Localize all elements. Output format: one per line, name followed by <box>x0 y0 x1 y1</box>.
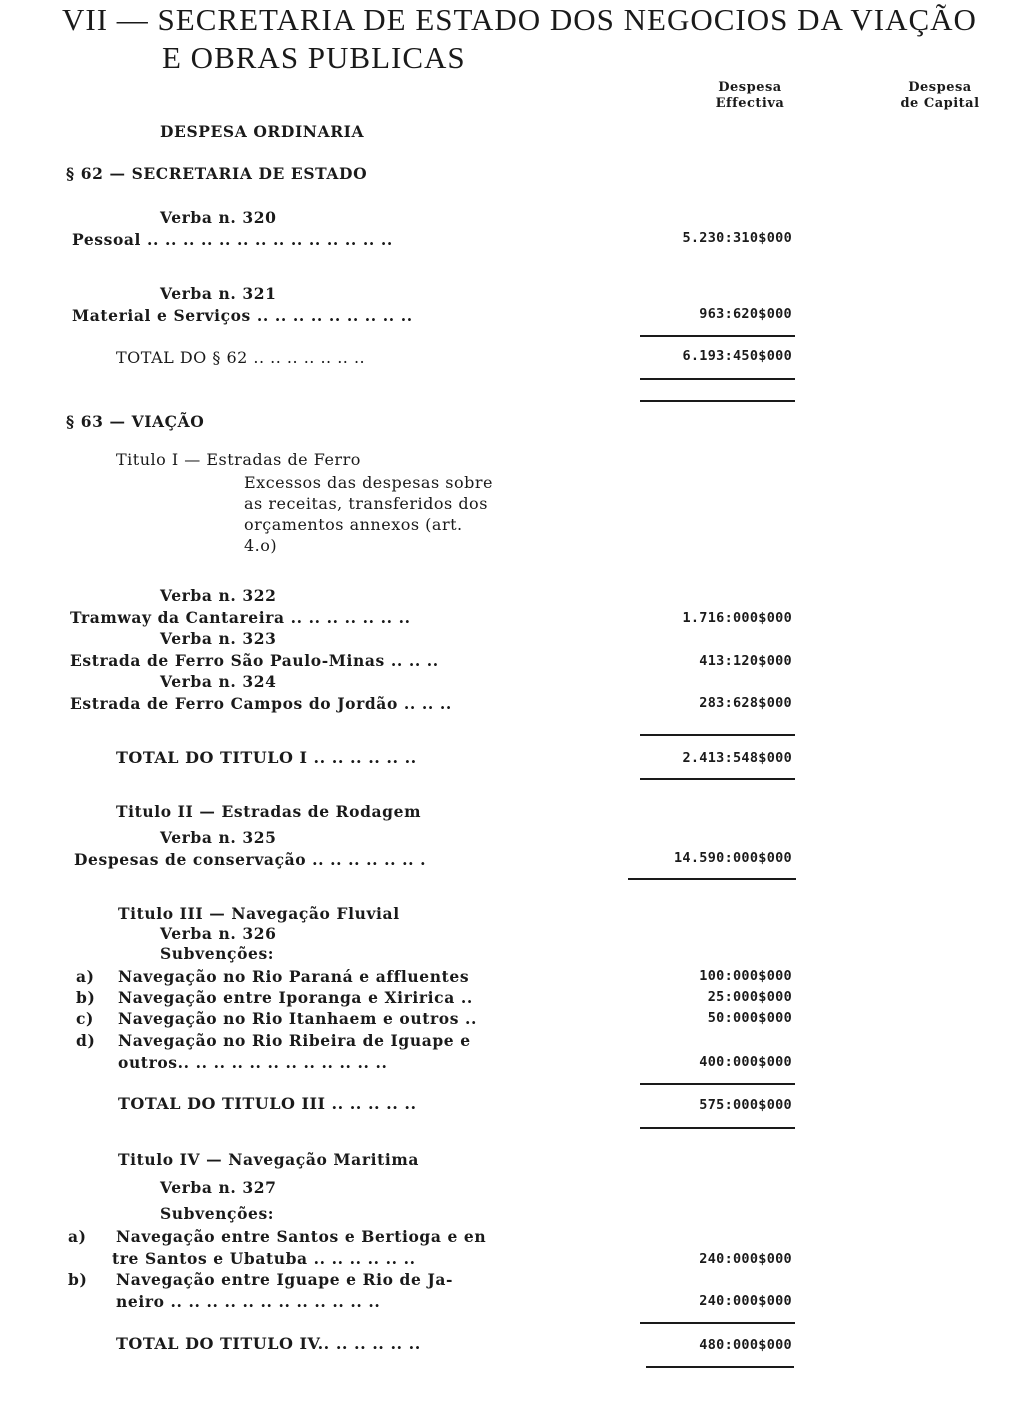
verba-325-item: Despesas de conservação .. .. .. .. .. .. . <box>74 850 427 869</box>
column-header-capital: Despesa de Capital <box>900 80 980 111</box>
verba-320-label: Verba n. 320 <box>160 208 277 227</box>
titulo-3-subvencoes: Subvenções: <box>160 944 275 963</box>
t4-item-a-line1: Navegação entre Santos e Bertioga e en <box>116 1227 487 1246</box>
verba-320-value: 5.230:310$000 <box>682 230 792 246</box>
s63-heading: § 63 — VIAÇÃO <box>66 412 205 431</box>
titulo-3-heading: Titulo III — Navegação Fluvial <box>118 904 400 923</box>
t4-item-b-line2: neiro .. .. .. .. .. .. .. .. .. .. .. .. <box>116 1292 381 1311</box>
t4-item-b-line1: Navegação entre Iguape e Rio de Ja- <box>116 1270 454 1289</box>
rule-s62-total-2 <box>640 400 795 402</box>
page-title-line1: VII — SECRETARIA DE ESTADO DOS NEGOCIOS DA VIAÇÃO <box>62 2 977 37</box>
t4-item-a-line2: tre Santos e Ubatuba .. .. .. .. .. .. <box>112 1249 416 1268</box>
verba-320-item: Pessoal .. .. .. .. .. .. .. .. .. .. .. .. .. .. <box>72 230 393 249</box>
verba-325-label: Verba n. 325 <box>160 828 277 847</box>
verba-321-item: Material e Serviços .. .. .. .. .. .. .. .. .. <box>72 306 413 325</box>
rule-s62-sub <box>640 335 795 337</box>
t3-item-a-letter: a) <box>76 967 95 986</box>
t3-item-b-text: Navegação entre Iporanga e Xiririca .. <box>118 988 473 1007</box>
page-title-line2: E OBRAS PUBLICAS <box>162 40 466 75</box>
titulo-2-heading: Titulo II — Estradas de Rodagem <box>116 802 422 821</box>
s62-heading: § 62 — SECRETARIA DE ESTADO <box>66 164 368 183</box>
titulo-4-heading: Titulo IV — Navegação Maritima <box>118 1150 419 1169</box>
verba-324-label: Verba n. 324 <box>160 672 277 691</box>
titulo-1-heading: Titulo I — Estradas de Ferro <box>116 450 361 469</box>
rule-t4-sub <box>640 1322 795 1324</box>
column-header-effectiva: Despesa Effectiva <box>715 80 785 111</box>
verba-322-item: Tramway da Cantareira .. .. .. .. .. .. .. <box>70 608 411 627</box>
rule-t1-sub <box>640 734 795 736</box>
t4-item-a-letter: a) <box>68 1227 87 1246</box>
t4-item-b-letter: b) <box>68 1270 88 1289</box>
t3-item-a-text: Navegação no Rio Paraná e affluentes <box>118 967 470 986</box>
t4-item-b-value: 240:000$000 <box>699 1293 792 1309</box>
t3-item-c-letter: c) <box>76 1009 94 1028</box>
rule-t3-total <box>640 1127 795 1129</box>
verba-324-item: Estrada de Ferro Campos do Jordão .. .. .. <box>70 694 452 713</box>
s62-total-value: 6.193:450$000 <box>682 348 792 364</box>
rule-t1-total <box>640 778 795 780</box>
titulo-1-description: Excessos das despesas sobre as receitas, transferidos dos orçamentos annexos (art. 4.o) <box>244 473 493 555</box>
t3-item-b-letter: b) <box>76 988 96 1007</box>
rule-t2 <box>628 878 796 880</box>
t3-item-d-text: Navegação no Rio Ribeira de Iguape e <box>118 1031 471 1050</box>
titulo-4-subvencoes: Subvenções: <box>160 1204 275 1223</box>
titulo-4-total-label: TOTAL DO TITULO IV.. .. .. .. .. .. <box>116 1334 421 1353</box>
verba-326-label: Verba n. 326 <box>160 924 277 943</box>
verba-321-label: Verba n. 321 <box>160 284 277 303</box>
titulo-3-total-value: 575:000$000 <box>699 1097 792 1113</box>
verba-323-label: Verba n. 323 <box>160 629 277 648</box>
t3-item-c-value: 50:000$000 <box>707 1010 792 1026</box>
verba-321-value: 963:620$000 <box>699 306 792 322</box>
t3-item-d-letter: d) <box>76 1031 96 1050</box>
rule-s62-total-1 <box>640 378 795 380</box>
verba-325-value: 14.590:000$000 <box>674 850 792 866</box>
t3-item-b-value: 25:000$000 <box>707 989 792 1005</box>
verba-323-item: Estrada de Ferro São Paulo-Minas .. .. .. <box>70 651 439 670</box>
section-heading-ordinaria: DESPESA ORDINARIA <box>160 122 365 141</box>
s62-total-label: TOTAL DO § 62 .. .. .. .. .. .. .. <box>116 348 366 367</box>
rule-t3-sub <box>640 1083 795 1085</box>
titulo-4-total-value: 480:000$000 <box>699 1337 792 1353</box>
titulo-1-total-value: 2.413:548$000 <box>682 750 792 766</box>
titulo-1-total-label: TOTAL DO TITULO I .. .. .. .. .. .. <box>116 748 417 767</box>
t3-item-c-text: Navegação no Rio Itanhaem e outros .. <box>118 1009 478 1028</box>
rule-t4-total <box>646 1366 794 1368</box>
verba-322-value: 1.716:000$000 <box>682 610 792 626</box>
t3-item-d-text-cont: outros.. .. .. .. .. .. .. .. .. .. .. .. <box>118 1053 388 1072</box>
verba-324-value: 283:628$000 <box>699 695 792 711</box>
t3-item-a-value: 100:000$000 <box>699 968 792 984</box>
verba-322-label: Verba n. 322 <box>160 586 277 605</box>
verba-327-label: Verba n. 327 <box>160 1178 277 1197</box>
t3-item-d-value: 400:000$000 <box>699 1054 792 1070</box>
titulo-3-total-label: TOTAL DO TITULO III .. .. .. .. .. <box>118 1094 417 1113</box>
t4-item-a-value: 240:000$000 <box>699 1251 792 1267</box>
verba-323-value: 413:120$000 <box>699 653 792 669</box>
